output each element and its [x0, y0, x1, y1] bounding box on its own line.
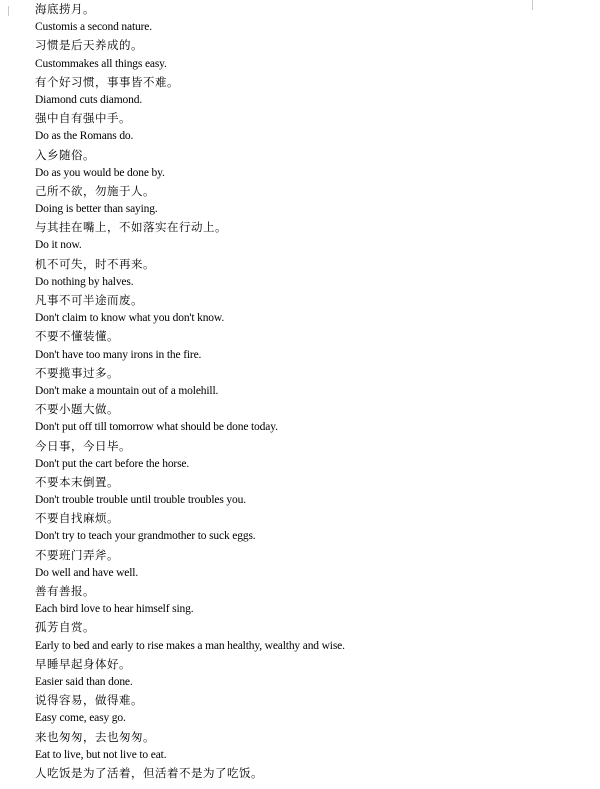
- chinese-translation: 习惯是后天养成的。: [35, 38, 143, 53]
- english-proverb: Don't trouble trouble until trouble troubles you.: [35, 494, 246, 507]
- english-proverb: Early to bed and early to rise makes a man healthy, wealthy and wise.: [35, 639, 345, 652]
- chinese-translation: 己所不欲，勿施于人。: [35, 183, 155, 198]
- chinese-translation: 孤芳自赏。: [35, 620, 95, 635]
- english-proverb: Doing is better than saying.: [35, 203, 158, 216]
- english-proverb: Each bird love to hear himself sing.: [35, 603, 194, 616]
- chinese-translation: 海底捞月。: [35, 2, 95, 16]
- english-proverb: Custommakes all things easy.: [35, 57, 167, 70]
- chinese-translation: 不要揽事过多。: [35, 365, 119, 380]
- english-proverb: Eat to live, but not live to eat.: [35, 748, 167, 761]
- chinese-translation: 凡事不可半途而废。: [35, 293, 143, 307]
- chinese-translation: 不要班门弄斧。: [35, 547, 119, 562]
- english-proverb: Don't try to teach your grandmother to suck eggs.: [35, 530, 256, 543]
- english-proverb: Diamond cuts diamond.: [35, 93, 143, 106]
- chinese-translation: 说得容易，做得难。: [35, 693, 143, 708]
- english-proverb: Do it now.: [35, 239, 82, 252]
- english-proverb: Do nothing by halves.: [35, 275, 134, 288]
- chinese-translation: 入乡随俗。: [35, 147, 95, 162]
- english-proverb: Customis a second nature.: [35, 21, 152, 34]
- chinese-translation: 机不可失，时不再来。: [35, 256, 155, 271]
- chinese-translation: 善有善报。: [35, 584, 95, 598]
- chinese-translation: 早睡早起身体好。: [35, 656, 131, 671]
- chinese-translation: 强中自有强中手。: [35, 111, 131, 126]
- english-proverb: Easy come, easy go.: [35, 712, 126, 725]
- proverb-list: [35, 0, 595, 782]
- english-proverb: Easier said than done.: [35, 675, 133, 688]
- english-proverb: Do well and have well.: [35, 566, 139, 579]
- english-proverb: Don't put the cart before the horse.: [35, 457, 190, 470]
- chinese-translation: 不要小题大做。: [35, 402, 119, 417]
- margin-corner-mark: [8, 6, 9, 16]
- english-proverb: Don't claim to know what you don't know.: [35, 312, 225, 325]
- english-proverb: Do as you would be done by.: [35, 166, 165, 179]
- english-proverb: Don't put off till tomorrow what should be done today.: [35, 421, 278, 434]
- chinese-translation: 人吃饭是为了活着，但活着不是为了吃饭。: [35, 765, 263, 780]
- english-proverb: Do as the Romans do.: [35, 130, 134, 143]
- chinese-translation: 不要不懂装懂。: [35, 329, 119, 344]
- chinese-translation: 今日事，今日毕。: [35, 438, 131, 453]
- chinese-translation: 不要本末倒置。: [35, 474, 119, 489]
- chinese-translation: 与其挂在嘴上，不如落实在行动上。: [35, 220, 227, 235]
- chinese-translation: 不要自找麻烦。: [35, 511, 119, 526]
- chinese-translation: 来也匆匆，去也匆匆。: [35, 729, 155, 744]
- chinese-translation: 有个好习惯，事事皆不难。: [35, 74, 179, 89]
- english-proverb: Don't have too many irons in the fire.: [35, 348, 202, 361]
- english-proverb: Don't make a mountain out of a molehill.: [35, 384, 219, 397]
